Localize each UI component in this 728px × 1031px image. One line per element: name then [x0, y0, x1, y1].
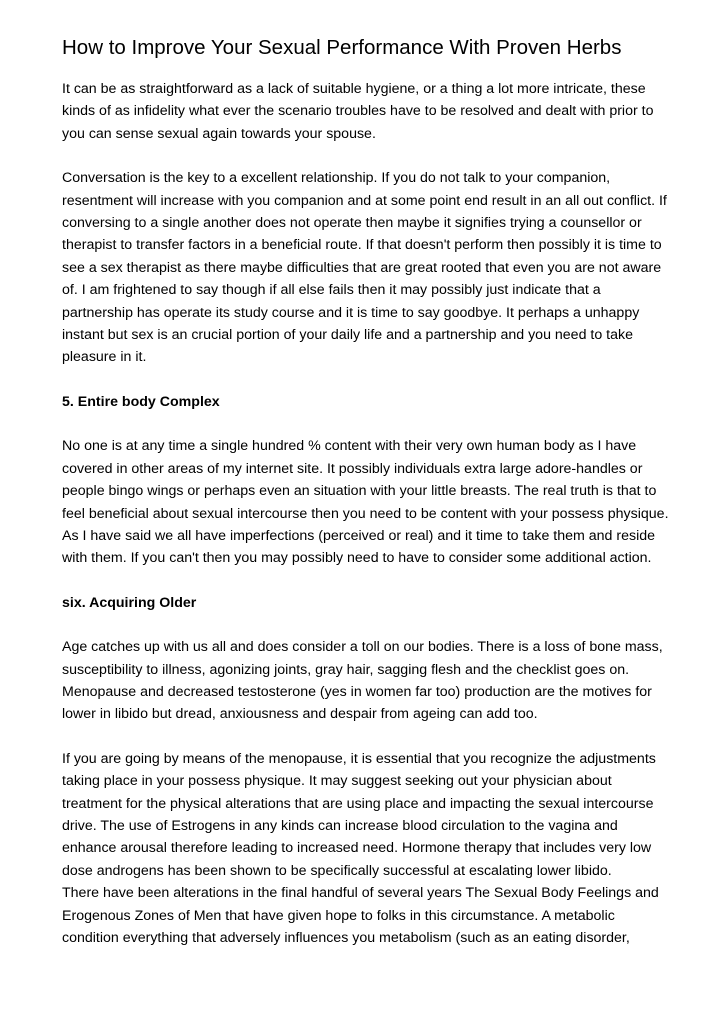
paragraph-metabolic: There have been alterations in the final handful of several years The Sexual Body Feelings and Erogenous Zones of Men that have given hope to folks in this circumstance. A metabolic condition everything that adversely influences you metabolism (such as an eating disorder,	[62, 885, 659, 946]
paragraph-body-image: No one is at any time a single hundred % content with their very own human body as I have covered in other areas of my internet site. It possibly individuals extra large adore-handles or people bingo wings or perhaps even an situation with your little breasts. The real truth is that to feel beneficial about sexual intercourse then you need to be content with your possess physique. As I have said we all have imperfections (perceived or real) and it time to take them and reside with them. If you can't then you may possibly need to have to consider some additional action.	[62, 438, 669, 567]
page-title: How to Improve Your Sexual Performance With Proven Herbs	[62, 36, 622, 59]
paragraph-menopause: If you are going by means of the menopause, it is essential that you recognize the adjustments taking place in your possess physique. It may suggest seeking out your physician about treatment for the physical alterations that are using place and impacting the sexual intercourse drive. The use of Estrogens in any kinds can increase blood circulation to the vagina and enhance arousal therefore leading to increased need. Hormone therapy that includes very low dose androgens has been shown to be specifically successful at escalating lower libido.	[62, 750, 656, 879]
paragraph-conversation: Conversation is the key to a excellent relationship. If you do not talk to your companion, resentment will increase with you companion and at some point end result in an all out conflict. If conversing to a single another does not operate then maybe it signifies trying a counsellor or therapist to transfer factors in a beneficial route. If that doesn't perform then possibly it is time to see a sex therapist as there maybe difficulties that are great rooted that even you are not aware of. I am frightened to say though if all else fails then it may possibly just indicate that a partnership has operate its study course and it is time to say goodbye. It perhaps a unhappy instant but sex is an crucial portion of your daily life and a partnership and you need to take pleasure in it.	[62, 170, 667, 366]
paragraph-hygiene: It can be as straightforward as a lack of suitable hygiene, or a thing a lot more intricate, these kinds of as infidelity what ever the scenario troubles have to be resolved and dealt with prior to you can sense sexual again towards your spouse.	[62, 81, 654, 142]
section-heading-body-complex: 5. Entire body Complex	[62, 393, 220, 410]
document-page	[62, 34, 672, 949]
paragraph-ageing: Age catches up with us all and does consider a toll on our bodies. There is a loss of bone mass, susceptibility to illness, agonizing joints, gray hair, sagging flesh and the checklist goes on. Menopause and decreased testosterone (yes in women far too) production are the motives for lower in libido but dread, anxiousness and despair from ageing can add too.	[62, 639, 663, 723]
section-heading-acquiring-older: six. Acquiring Older	[62, 594, 197, 611]
